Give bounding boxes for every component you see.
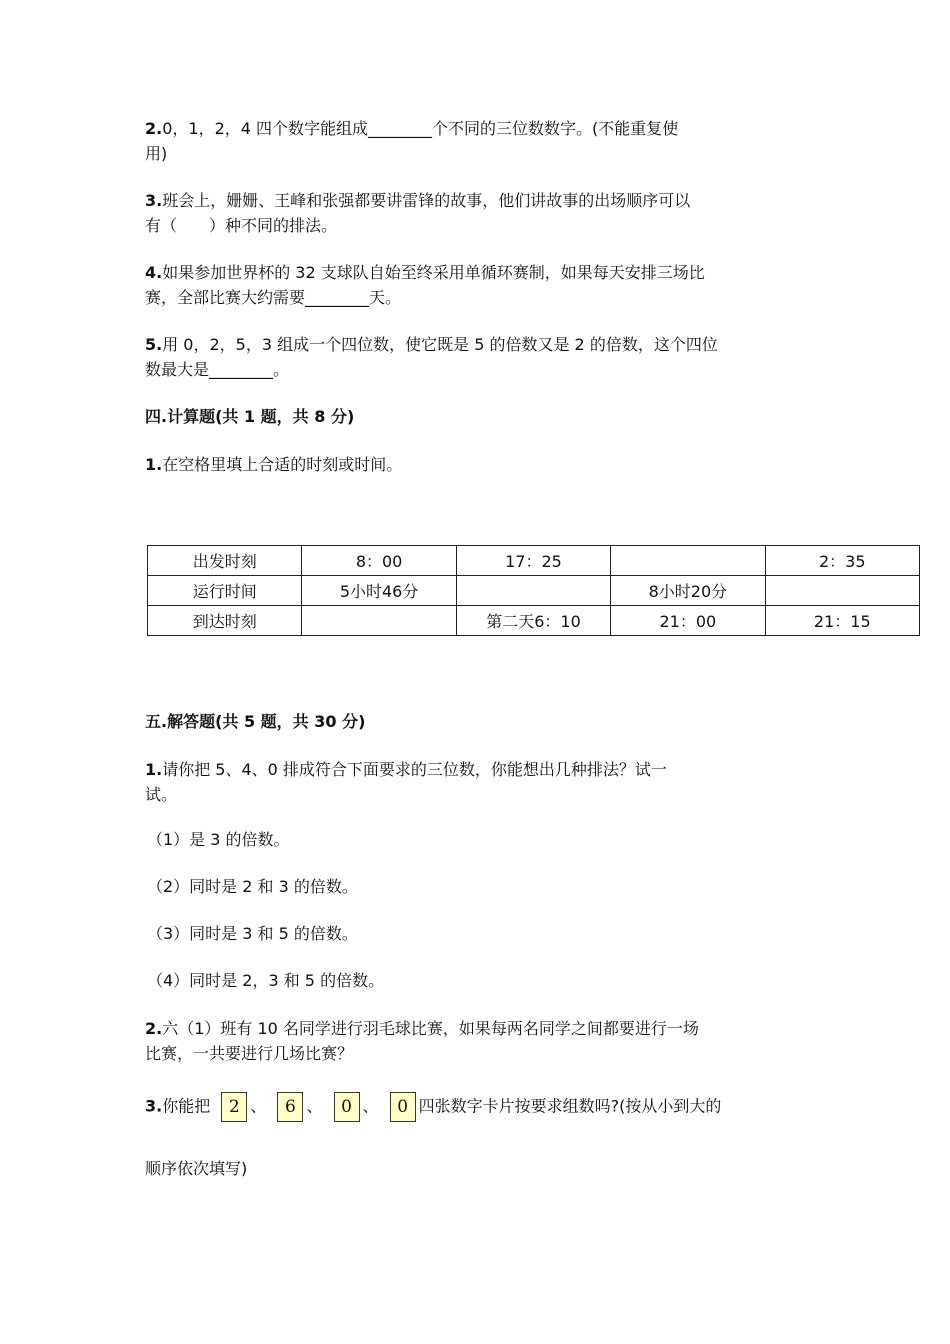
number-card: 6 (277, 1092, 303, 1122)
table-row (148, 546, 920, 576)
question-text: 0，1，2，4 四个数字能组成 (162, 119, 369, 138)
question-4-1 (145, 452, 815, 477)
question-text: 六（1）班有 10 名同学进行羽毛球比赛，如果每两名同学之间都要进行一场 (162, 1019, 699, 1038)
question-5 (145, 332, 815, 382)
question-text: 如果参加世界杯的 32 支球队自始至终采用单循环赛制，如果每天安排三场比 (162, 263, 705, 282)
number-card: 2 (221, 1092, 247, 1122)
question-text: 用 0，2，5，3 组成一个四位数，使它既是 5 的倍数又是 2 的倍数，这个四位 (162, 335, 718, 354)
table-cell: 8小时20分 (611, 576, 765, 606)
question-text: 四张数字卡片按要求组数吗?(按从小到大的 (418, 1096, 722, 1116)
question-text: 有（ ）种不同的排法。 (145, 216, 338, 235)
section-heading-5: 五.解答题(共 5 题，共 30 分) (145, 712, 366, 731)
question-number: 1. (145, 455, 163, 474)
table-cell: 出发时刻 (148, 546, 302, 576)
sub-question-3: （3）同时是 3 和 5 的倍数。 (147, 924, 358, 943)
separator: 、 (306, 1096, 323, 1116)
table-cell-blank[interactable] (456, 576, 610, 606)
question-3 (145, 188, 815, 238)
separator: 、 (250, 1096, 267, 1116)
table-row (148, 576, 920, 606)
question-text: 请你把 5、4、0 排成符合下面要求的三位数，你能想出几种排法？试一 (162, 760, 667, 779)
table-cell: 21：15 (765, 606, 919, 636)
table-cell: 2：35 (765, 546, 919, 576)
number-card: 0 (390, 1092, 416, 1122)
question-text: 班会上，姗姗、王峰和张强都要讲雷锋的故事，他们讲故事的出场顺序可以 (162, 191, 691, 210)
question-number: 1. (145, 760, 163, 779)
question-text: 比赛，一共要进行几场比赛？ (145, 1044, 354, 1063)
question-number: 4. (145, 263, 163, 282)
question-5-1 (145, 757, 815, 807)
question-text: 试。 (145, 785, 178, 804)
answer-blank[interactable]: ________ (305, 288, 370, 307)
sub-question-4: （4）同时是 2，3 和 5 的倍数。 (147, 971, 385, 990)
question-text: 个不同的三位数数字。(不能重复使 (432, 119, 679, 138)
table-cell: 5小时46分 (302, 576, 456, 606)
separator: 、 (362, 1096, 379, 1116)
question-text: 在空格里填上合适的时刻或时间。 (162, 455, 403, 474)
question-text: 你能把 (162, 1096, 211, 1116)
question-number: 3. (145, 191, 163, 210)
question-text: 数最大是 (145, 360, 210, 379)
question-text: 用) (145, 144, 168, 163)
table-cell: 17：25 (456, 546, 610, 576)
number-card: 0 (334, 1092, 360, 1122)
question-text: 。 (273, 360, 290, 379)
question-text: 赛，全部比赛大约需要 (145, 288, 306, 307)
table-cell: 到达时刻 (148, 606, 302, 636)
question-number: 3. (145, 1096, 163, 1116)
table-cell: 第二天6：10 (456, 606, 610, 636)
sub-question-2: （2）同时是 2 和 3 的倍数。 (147, 877, 358, 896)
question-number: 2. (145, 119, 163, 138)
answer-blank[interactable]: ________ (368, 119, 433, 138)
question-5-2 (145, 1016, 815, 1066)
question-number: 2. (145, 1019, 163, 1038)
table-cell: 运行时间 (148, 576, 302, 606)
question-4 (145, 260, 815, 310)
question-text: 天。 (369, 288, 402, 307)
section-heading-4: 四.计算题(共 1 题，共 8 分) (145, 407, 355, 426)
table-cell-blank[interactable] (765, 576, 919, 606)
table-row (148, 606, 920, 636)
table-cell-blank[interactable] (611, 546, 765, 576)
table-cell-blank[interactable] (302, 606, 456, 636)
time-table (147, 545, 920, 636)
sub-question-1: （1）是 3 的倍数。 (147, 830, 290, 849)
table-cell: 21：00 (611, 606, 765, 636)
answer-blank[interactable]: ________ (209, 360, 274, 379)
question-5-3 (145, 1092, 845, 1122)
table-cell: 8：00 (302, 546, 456, 576)
question-2 (145, 116, 815, 166)
question-number: 5. (145, 335, 163, 354)
question-5-3-cont: 顺序依次填写) (145, 1159, 248, 1178)
